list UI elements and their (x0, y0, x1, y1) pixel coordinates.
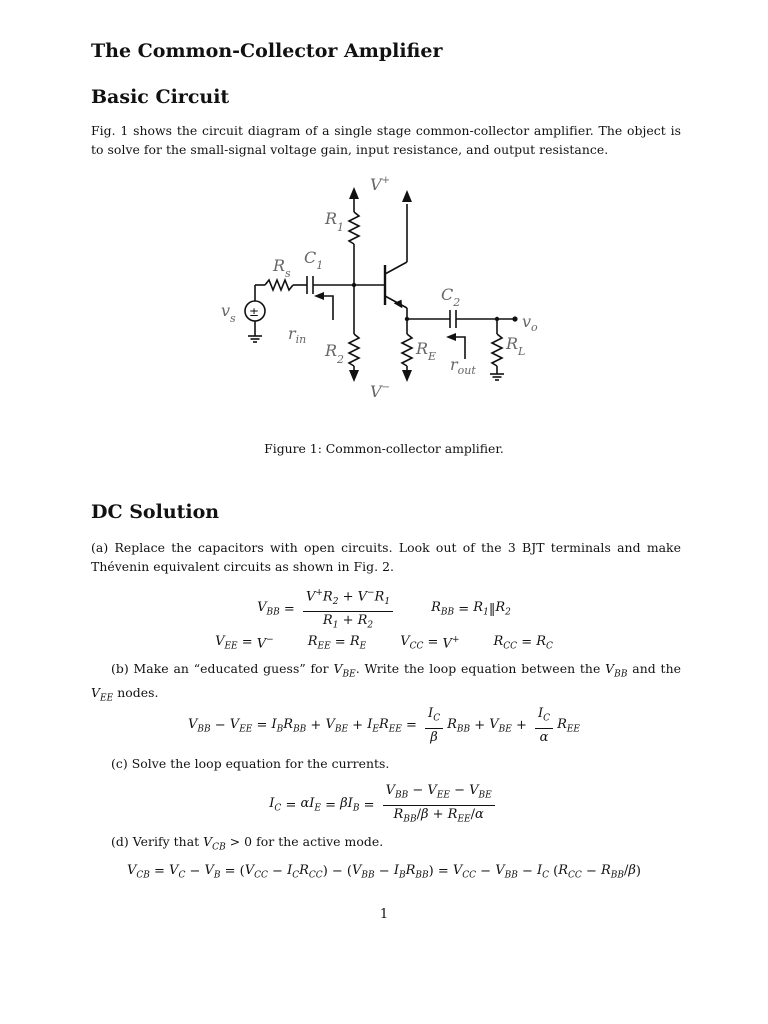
page-number: 1 (379, 907, 389, 922)
figure-caption: Figure 1: Common-collector amplifier. (264, 441, 504, 456)
label-vs: $v_s$ (221, 301, 236, 325)
label-rs: $R_s$ (273, 256, 291, 280)
resistor-r2 (349, 334, 359, 366)
label-r2: $R_2$ (325, 341, 345, 366)
resistor-re (402, 334, 412, 366)
step-c-paragraph: (c) Solve the loop equation for the currents. (111, 756, 390, 771)
bjt-collector-lead (385, 262, 407, 274)
equation-vbb-rbb: $V_{BB}$ = $\frac{V^+R_2 + V^-R_1}{R_1 + R_2}$ $R_{BB}$ = $R_1$ ‖ $R_2$ (0, 585, 768, 634)
equation-currents: $I_C$ = $\alpha I_E$ = $\beta I_B$ = $\frac{V_{BB} - V_{EE} - V_{BE}}{R_{BB}/\beta + R_{EE}/\alpha}$ (0, 783, 768, 827)
section-heading-dc-solution: DC Solution (91, 501, 220, 523)
document-title: The Common-Collector Amplifier (91, 40, 443, 62)
label-vo: $v_o$ (522, 312, 538, 334)
label-rout: $r_{out}$ (450, 355, 476, 377)
rin-arrowhead (314, 292, 324, 300)
equation-loop: $V_{BB}$ − $V_{EE}$ = $I_BR_{BB}$ + $V_{BE}$ + $I_ER_{EE}$ = $\frac{I_C}{\beta}$ $R_{BB}$ + $V_{BE}$ + $\frac{I_C}{\alpha}$ $R_{EE}$ (188, 706, 580, 745)
label-vplus: V+ (370, 175, 390, 194)
section-heading-basic-circuit: Basic Circuit (91, 86, 230, 108)
vminus-arrow-re (402, 370, 412, 382)
step-d-paragraph: (d) Verify that $V_{CB} > 0$ for the active mode. (111, 834, 384, 853)
intro-paragraph: Fig. 1 shows the circuit diagram of a single stage common-collector amplifier. The object is to solve for the small-signal voltage gain, input resistance, and output resistance. (91, 123, 681, 157)
label-r1: $R_1$ (325, 209, 345, 234)
vplus-arrow-collector (402, 190, 412, 202)
rout-arrowhead (446, 333, 456, 341)
label-rin: $r_{in}$ (288, 324, 307, 346)
source-polarity-symbol: ± (249, 305, 260, 319)
vplus-arrow-r1 (349, 187, 359, 199)
label-re: $R_E$ (416, 339, 437, 363)
step-a-paragraph: (a) Replace the capacitors with open circuits. Look out of the 3 BJT terminals and make Thévenin equivalent circuits as shown in Fig. 2. (91, 540, 681, 574)
output-junction-dot (495, 317, 499, 321)
base-junction-dot (352, 283, 356, 287)
vminus-arrow-r2 (349, 370, 359, 382)
equation-vcb: $V_{CB}$ = $V_C$ − $V_B$ = ( $V_{CC}$ − $I_CR_{CC}$ ) − ( $V_{BB}$ − $I_BR_{BB}$ ) = $V_{CC}$ − $V_{BB}$ − $I_C$ ( $R_{CC}$ − $R_{BB}/\beta$ ) (126, 863, 641, 881)
resistor-r1 (349, 212, 359, 244)
label-vminus: V− (370, 382, 390, 401)
bjt-emitter-lead (385, 296, 407, 308)
label-c2: $C_2$ (441, 285, 461, 309)
step-b-paragraph: (b) Make an “educated guess” for $V_{BE}$. Write the loop equation between the $V_{BB}$ and the $V_{EE}$ nodes. (91, 661, 681, 704)
resistor-rl (492, 334, 502, 366)
label-c1: $C_1$ (304, 248, 324, 272)
emitter-junction-dot (405, 317, 409, 321)
resistor-rs (265, 280, 293, 290)
output-terminal-dot (512, 316, 517, 321)
equation-vee-ree-vcc-rcc: $V_{EE}$ = V− $R_{EE}$ = $R_E$ $V_{CC}$ = V+ $R_{CC}$ = $R_C$ (215, 634, 553, 652)
circuit-diagram (0, 0, 768, 440)
label-rl: $R_L$ (506, 334, 526, 358)
